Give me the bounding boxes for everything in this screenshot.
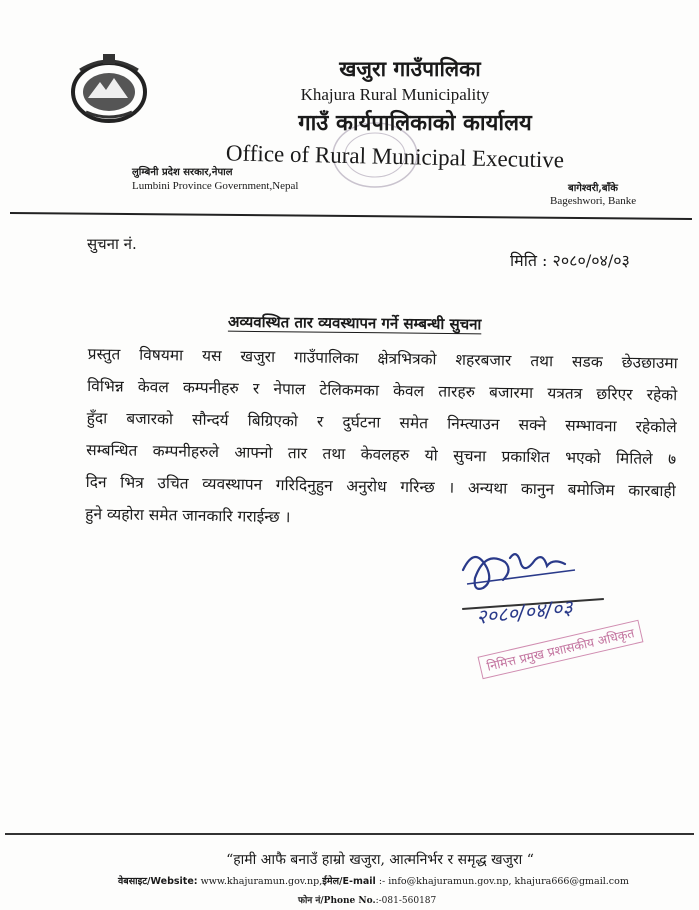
address-np: बागेश्वरी,बाँके: [568, 183, 618, 194]
province-np: लुम्बिनी प्रदेश सरकार,नेपाल: [132, 167, 233, 178]
footer-phone: [298, 893, 436, 906]
email-label: ईमेल/E-mail: [322, 876, 376, 887]
body-line: दिन भित्र उचित व्यवस्थापन गरिदिनुहुन अनुरोध गरिन्छ । अन्यथा कानुन बमोजिम कारबाही: [85, 472, 676, 501]
body-line: प्रस्तुत विषयमा यस खजुरा गाउँपालिका क्षेत्रभित्रको शहरबजार तथा सडक छेउछाउमा: [87, 344, 678, 373]
body-line: सम्बन्धित कम्पनीहरुले आफ्नो तार तथा केवलहरु यो सुचना प्रकाशित भएको मितिले ७: [86, 440, 677, 469]
phone-value: :-081-560187: [375, 896, 437, 906]
signature-date: २०८०/०४/०३: [475, 595, 574, 629]
notice-date: मिति : २०८०/०४/०३: [510, 251, 630, 270]
municipality-name-en: Khajura Rural Municipality: [300, 85, 490, 104]
notice-body: [85, 338, 678, 539]
province-en: Lumbini Province Government,Nepal: [132, 180, 299, 192]
notice-subject: अव्यवस्थित तार व्यवस्थापन गर्ने सम्बन्धी सुचना: [227, 312, 482, 334]
official-stamp: निमित्त प्रमुख प्रशासकीय अधिकृत: [478, 620, 644, 679]
footer-slogan: “हामी आफै बनाउँ हाम्रो खजुरा, आत्मनिर्भर र समृद्ध खजुरा “: [226, 852, 534, 868]
email-value: :- info@khajuramun.gov.np, khajura666@gmail.com: [378, 876, 629, 887]
phone-label: फोन नं/Phone No.: [298, 896, 376, 906]
office-name-en: Office of Rural Municipal Executive: [225, 140, 565, 173]
office-name-np: गाउँ कार्यपालिकाको कार्यालय: [298, 110, 532, 136]
address-en: Bageshwori, Banke: [550, 195, 637, 207]
body-line: हुँदा बजारको सौन्दर्य बिग्रिएको र दुर्घटना समेत निम्त्याउन सक्ने सम्भावना रहेकोले: [86, 408, 677, 437]
header-divider: [10, 212, 692, 220]
municipality-name-np: खजुरा गाउँपालिका: [339, 56, 481, 81]
government-emblem-icon: [66, 48, 152, 124]
body-line: हुने व्यहोरा समेत जानकारि गराईन्छ ।: [85, 504, 291, 527]
notice-ref-label: सुचना नं.: [87, 235, 137, 253]
body-line: विभिन्न केवल कम्पनीहरु र नेपाल टेलिकमका केवल तारहरु बजारमा यत्रतत्र छरिएर रहेको: [87, 376, 678, 405]
footer-contact: [118, 874, 629, 887]
website-label: वेबसाइट/Website:: [118, 876, 198, 887]
footer-divider: [5, 833, 694, 835]
website-link: www.khajuramun.gov.np,: [200, 876, 323, 887]
